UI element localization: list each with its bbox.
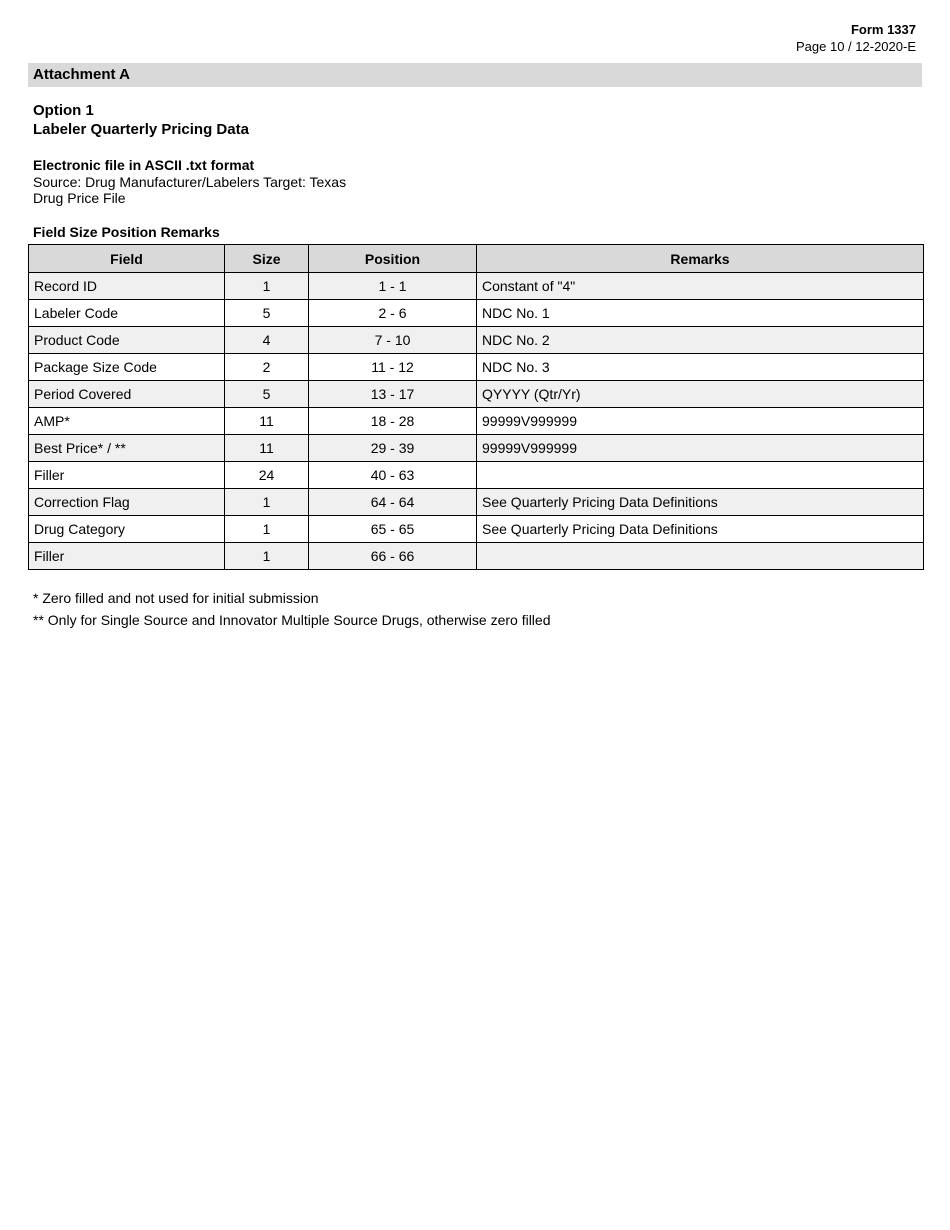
cell-position: 65 - 65 [309,516,477,543]
cell-field: Correction Flag [29,489,225,516]
file-info [33,157,346,207]
cell-position: 18 - 28 [309,408,477,435]
cell-size: 1 [225,516,309,543]
option-block [33,101,249,139]
table-row [29,516,924,543]
cell-field: Filler [29,462,225,489]
cell-remarks [477,462,924,489]
cell-field: Record ID [29,273,225,300]
form-number: Form 1337 [850,22,916,37]
table-body [29,273,924,570]
table-row [29,300,924,327]
cell-field: Labeler Code [29,300,225,327]
table-row [29,408,924,435]
file-format: Electronic file in ASCII .txt format [33,157,255,173]
option-label: Option 1 [33,102,94,119]
table-row [29,327,924,354]
cell-position: 29 - 39 [309,435,477,462]
cell-remarks: NDC No. 2 [477,327,924,354]
cell-size: 4 [225,327,309,354]
table-header-row [29,245,924,273]
table-row [29,462,924,489]
cell-field: Best Price* / ** [29,435,225,462]
cell-size: 1 [225,489,309,516]
header-size: Size [225,245,309,273]
cell-position: 2 - 6 [309,300,477,327]
cell-position: 66 - 66 [309,543,477,570]
cell-field: Filler [29,543,225,570]
cell-remarks [477,543,924,570]
option-title: Labeler Quarterly Pricing Data [33,121,249,138]
cell-size: 1 [225,273,309,300]
cell-size: 24 [225,462,309,489]
cell-size: 5 [225,381,309,408]
table-row [29,543,924,570]
cell-remarks: See Quarterly Pricing Data Definitions [477,489,924,516]
file-name: Drug Price File [33,190,126,206]
cell-size: 11 [225,435,309,462]
footnote: * Zero filled and not used for initial submission [33,590,319,606]
footnotes [33,587,550,631]
cell-position: 11 - 12 [309,354,477,381]
record-layout-table [28,244,924,570]
form-header [796,21,916,55]
cell-remarks: See Quarterly Pricing Data Definitions [477,516,924,543]
header-position: Position [309,245,477,273]
attachment-title: Attachment A [28,63,922,87]
header-remarks: Remarks [477,245,924,273]
cell-position: 7 - 10 [309,327,477,354]
cell-position: 13 - 17 [309,381,477,408]
cell-field: Drug Category [29,516,225,543]
cell-remarks: NDC No. 3 [477,354,924,381]
cell-position: 64 - 64 [309,489,477,516]
table-row [29,273,924,300]
cell-remarks: Constant of "4" [477,273,924,300]
cell-field: AMP* [29,408,225,435]
file-source: Source: Drug Manufacturer/Labelers Target: Texas [33,173,347,190]
table-row [29,435,924,462]
table-row [29,354,924,381]
cell-remarks: 99999V999999 [477,435,924,462]
cell-remarks: QYYYY (Qtr/Yr) [477,381,924,408]
table-caption: Field Size Position Remarks [33,224,220,240]
table-row [29,489,924,516]
header-field: Field [29,245,225,273]
cell-size: 11 [225,408,309,435]
footnote: ** Only for Single Source and Innovator Multiple Source Drugs, otherwise zero filled [33,612,551,628]
cell-remarks: 99999V999999 [477,408,924,435]
cell-position: 40 - 63 [309,462,477,489]
cell-size: 2 [225,354,309,381]
cell-remarks: NDC No. 1 [477,300,924,327]
cell-field: Period Covered [29,381,225,408]
table-row [29,381,924,408]
cell-field: Package Size Code [29,354,225,381]
cell-size: 1 [225,543,309,570]
page-info: Page 10 / 12-2020-E [796,39,916,54]
cell-position: 1 - 1 [309,273,477,300]
cell-size: 5 [225,300,309,327]
cell-field: Product Code [29,327,225,354]
